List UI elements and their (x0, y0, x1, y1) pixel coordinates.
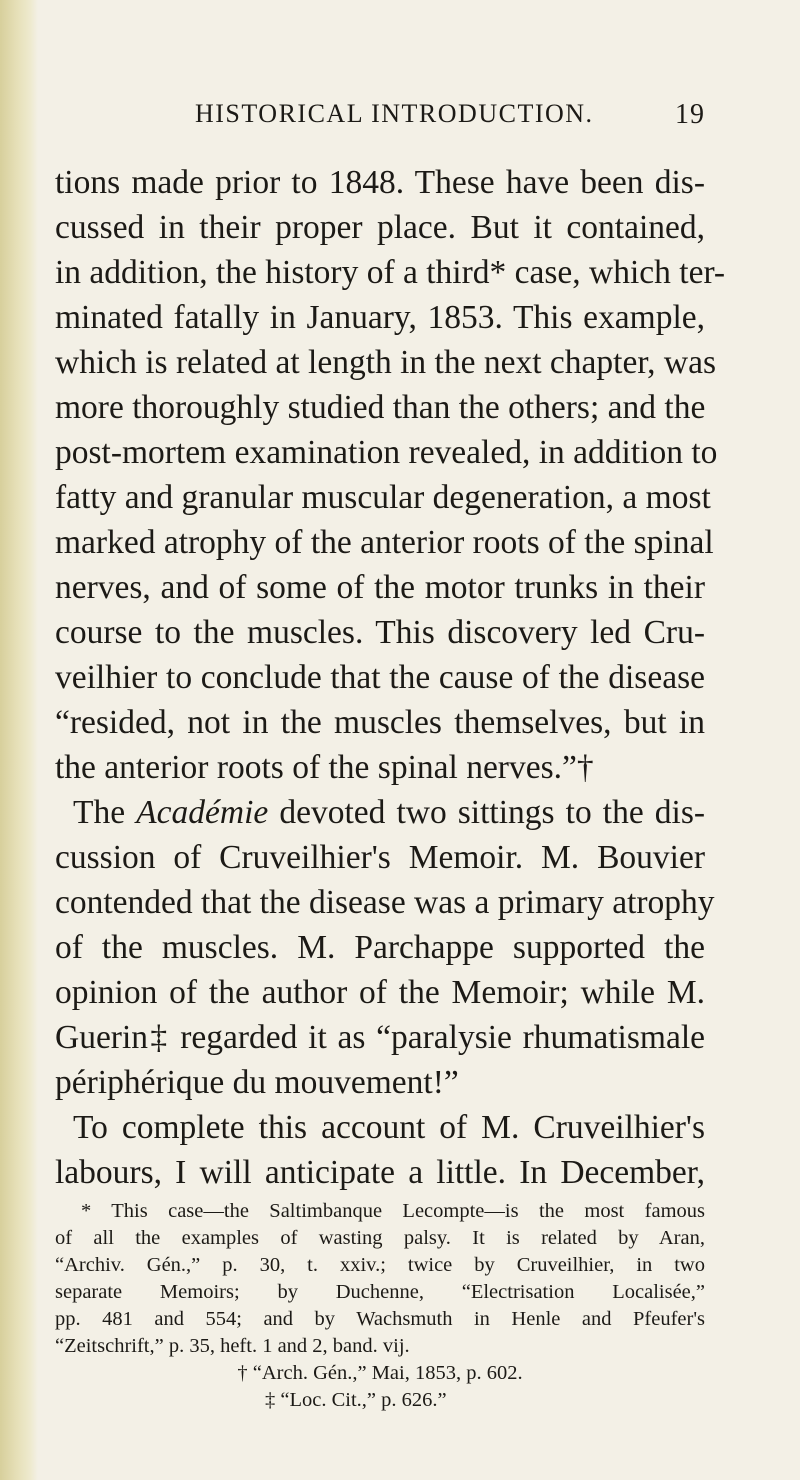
text-line: périphérique du mouvement!” (55, 1064, 459, 1101)
text-line: tions made prior to 1848. These have been dis- (55, 164, 705, 201)
text-line: nerves, and of some of the motor trunks in their (55, 569, 705, 606)
footnote-line: pp. 481 and 554; and by Wachsmuth in Henle and Pfeufer's (55, 1308, 705, 1330)
text-line: labours, I will anticipate a little. In December, (55, 1154, 705, 1191)
text-line: veilhier to conclude that the cause of the disease (55, 659, 705, 696)
text-line: the anterior roots of the spinal nerves.”† (55, 749, 594, 786)
text-line: contended that the disease was a primary atrophy (55, 884, 715, 921)
body-text (55, 160, 726, 1195)
text-line-academie (55, 790, 705, 835)
text-line: Guerin‡ regarded it as “paralysie rhumatismale (55, 1019, 705, 1056)
text-line: To complete this account of M. Cruveilhier's (73, 1109, 705, 1146)
text-line: more thoroughly studied than the others; and the (55, 389, 706, 426)
page-number: 19 (675, 99, 705, 130)
text-line: which is related at length in the next chapter, was (55, 344, 716, 381)
word-the: The (73, 794, 126, 831)
text-line: course to the muscles. This discovery led Cru- (55, 614, 705, 651)
text-line: cussion of Cruveilhier's Memoir. M. Bouvier (55, 839, 705, 876)
text-line: minated fatally in January, 1853. This example, (55, 299, 705, 336)
text-line: post-mortem examination revealed, in addition to (55, 434, 718, 471)
text-line: fatty and granular muscular degeneration, a most (55, 479, 711, 516)
footnotes (55, 1198, 705, 1414)
text-line: marked atrophy of the anterior roots of the spinal (55, 524, 714, 561)
footnote-line: † “Arch. Gén.,” Mai, 1853, p. 602. (237, 1362, 523, 1384)
footnote-line: “Zeitschrift,” p. 35, heft. 1 and 2, band. vij. (55, 1335, 410, 1357)
footnote-line: of all the examples of wasting palsy. It is related by Aran, (55, 1227, 705, 1249)
footnote-line: * This case—the Saltimbanque Lecompte—is the most famous (81, 1200, 705, 1222)
line-rest: devoted two sittings to the dis- (279, 794, 706, 831)
text-line: cussed in their proper place. But it contained, (55, 209, 705, 246)
running-header (195, 99, 705, 139)
text-line: in addition, the history of a third* case, which ter- (55, 254, 726, 291)
footnote-line: separate Memoirs; by Duchenne, “Electrisation Localisée,” (55, 1281, 705, 1303)
running-title: HISTORICAL INTRODUCTION. (195, 99, 594, 128)
text-line: “resided, not in the muscles themselves, but in (55, 704, 705, 741)
academie-italic: Académie (136, 794, 269, 831)
text-line: opinion of the author of the Memoir; while M. (55, 974, 705, 1011)
footnote-line: ‡ “Loc. Cit.,” p. 626.” (265, 1389, 447, 1411)
footnote-line: “Archiv. Gén.,” p. 30, t. xxiv.; twice by Cruveilhier, in two (55, 1254, 705, 1276)
text-line: of the muscles. M. Parchappe supported the (55, 929, 705, 966)
